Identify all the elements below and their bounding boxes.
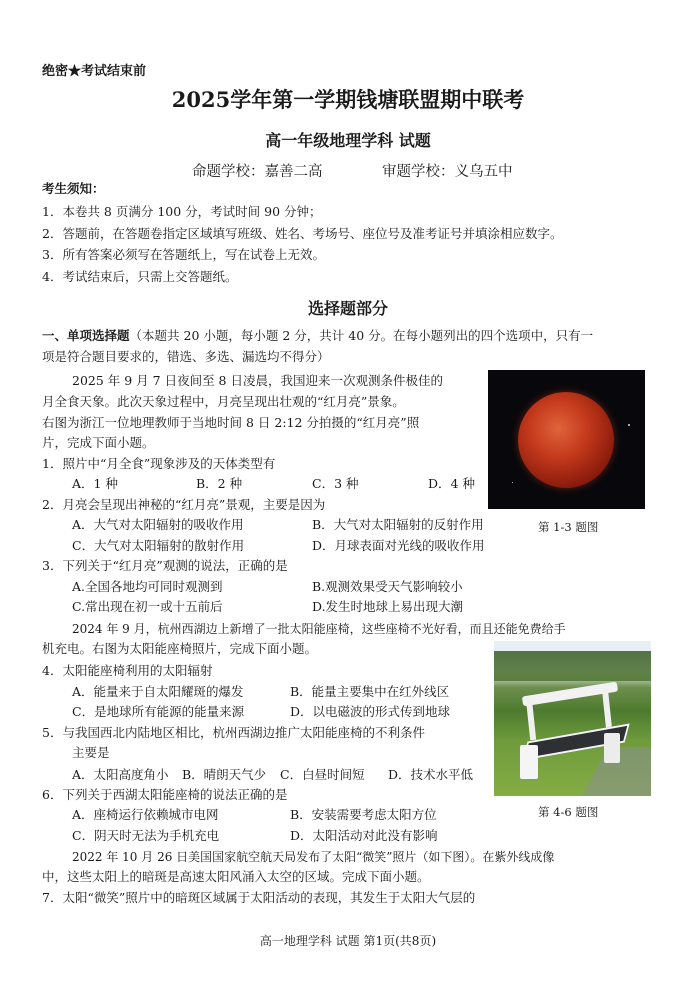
q4-option-b: B．能量主要集中在红外线区: [290, 684, 450, 699]
q6-option-b: B．安装需要考虑太阳方位: [290, 807, 437, 822]
figure-caption-1: 第 1-3 题图: [538, 520, 599, 534]
school-reviewer: 审题学校：义乌五中: [382, 164, 513, 180]
q3-option-c: C.常出现在初一或十五前后: [72, 599, 223, 614]
q1-option-a: A．1 种: [72, 476, 118, 491]
q4-option-a: A．能量来于自太阳耀斑的爆发: [72, 684, 244, 699]
q6-option-c: C．阴天时无法为手机充电: [72, 828, 220, 843]
material1-line: 右图为浙江一位地理教师于当地时间 8 日 2:12 分拍摄的“红月亮”照: [42, 415, 420, 430]
part-heading-line: [42, 327, 593, 345]
q4-option-d: D．以电磁波的形式传到地球: [290, 704, 451, 719]
q1-option-b: B．2 种: [196, 476, 243, 491]
notice-heading: 考生须知：: [42, 181, 105, 196]
material1-line: 片，完成下面小题。: [42, 435, 155, 450]
moon-icon: [518, 392, 614, 488]
solar-bench-photo: [494, 641, 651, 796]
question-6-stem: 6．下列关于西湖太阳能座椅的说法正确的是: [42, 787, 288, 802]
q2-option-d: D．月球表面对光线的吸收作用: [312, 538, 485, 553]
material2-line: 机充电。右图为太阳能座椅照片，完成下面小题。: [42, 641, 318, 656]
tree-line-icon: [494, 651, 651, 681]
q6-option-a: A．座椅运行依赖城市电网: [72, 807, 219, 822]
question-5-stem-2: 主要是: [72, 745, 110, 760]
bench-post-icon: [602, 689, 612, 729]
part-desc: （本题共 20 小题，每小题 2 分，共计 40 分。在每小题列出的四个选项中，只有一: [129, 328, 594, 343]
q5-option-c: C．白昼时间短: [280, 767, 365, 782]
q3-option-b: B.观测效果受天气影响较小: [312, 579, 463, 594]
q2-option-b: B．大气对太阳辐射的反射作用: [312, 517, 484, 532]
notice-item: 1．本卷共 8 页满分 100 分，考试时间 90 分钟；: [42, 204, 322, 219]
section-title: 选择题部分: [307, 299, 388, 318]
question-1-stem: 1．照片中“月全食”现象涉及的天体类型有: [42, 456, 276, 471]
school-setter: 命题学校：嘉善二高: [192, 164, 323, 180]
question-3-stem: 3．下列关于“红月亮”观测的说法，正确的是: [42, 558, 288, 573]
bench-leg-icon: [604, 733, 620, 763]
q5-option-d: D．技术水平低: [388, 767, 474, 782]
notice-item: 3．所有答案必须写在答题纸上，写在试卷上无效。: [42, 247, 325, 262]
part-desc-2: 项是符合题目要求的，错选、多选、漏选均不得分）: [42, 349, 330, 364]
q2-option-c: C．大气对太阳辐射的散射作用: [72, 538, 245, 553]
exam-subtitle: 高一年级地理学科 试题: [265, 131, 431, 150]
material2-line: 2024 年 9 月，杭州西湖边上新增了一批太阳能座椅，这些座椅不光好看，而且还能免费给手: [72, 622, 566, 636]
q3-option-d: D.发生时地球上易出现大潮: [312, 599, 464, 614]
material1-line: 月全食天象。此次天象过程中，月亮呈现出壮观的“红月亮”景象。: [42, 394, 405, 409]
exam-title: 2025学年第一学期钱塘联盟期中联考: [171, 87, 525, 112]
q1-option-c: C．3 种: [312, 476, 359, 491]
part-heading: 一、单项选择题: [42, 328, 130, 343]
question-7-stem: 7．太阳“微笑”照片中的暗斑区域属于太阳活动的表现，其发生于太阳大气层的: [42, 890, 476, 905]
notice-item: 2．答题前，在答题卷指定区域填写班级、姓名、考场号、座位号及准考证号并填涂相应数字。: [42, 226, 563, 241]
star-icon: [512, 482, 513, 483]
page-footer: 高一地理学科 试题 第1页(共8页): [259, 934, 437, 948]
notice-item: 4．考试结束后，只需上交答题纸。: [42, 269, 238, 284]
material1-line: 2025 年 9 月 7 日夜间至 8 日凌晨，我国迎来一次观测条件极佳的: [72, 373, 443, 388]
secret-label: 绝密★考试结束前: [42, 64, 147, 79]
question-5-stem: 5．与我国西北内陆地区相比，杭州西湖边推广太阳能座椅的不利条件: [42, 725, 425, 740]
q4-option-c: C．是地球所有能源的能量来源: [72, 704, 245, 719]
q3-option-a: A.全国各地均可同时观测到: [72, 579, 223, 594]
q1-option-d: D．4 种: [428, 476, 475, 491]
material3-line: 2022 年 10 月 26 日美国国家航空航天局发布了太阳“微笑”照片（如下图）。在紫外线成像: [72, 850, 555, 864]
q5-option-a: A．太阳高度角小: [72, 767, 169, 782]
question-4-stem: 4．太阳能座椅利用的太阳辐射: [42, 663, 213, 678]
red-moon-photo: [488, 370, 645, 509]
material3-line: 中，这些太阳上的暗斑是高速太阳风涌入太空的区域。完成下面小题。: [42, 869, 430, 884]
q6-option-d: D．太阳活动对此没有影响: [290, 828, 438, 843]
q5-option-b: B．晴朗天气少: [182, 767, 267, 782]
figure-caption-2: 第 4-6 题图: [538, 805, 599, 819]
bench-leg-icon: [520, 745, 538, 779]
star-icon: [628, 424, 630, 426]
question-2-stem: 2．月亮会呈现出神秘的“红月亮”景观，主要是因为: [42, 497, 326, 512]
q2-option-a: A．大气对太阳辐射的吸收作用: [72, 517, 244, 532]
